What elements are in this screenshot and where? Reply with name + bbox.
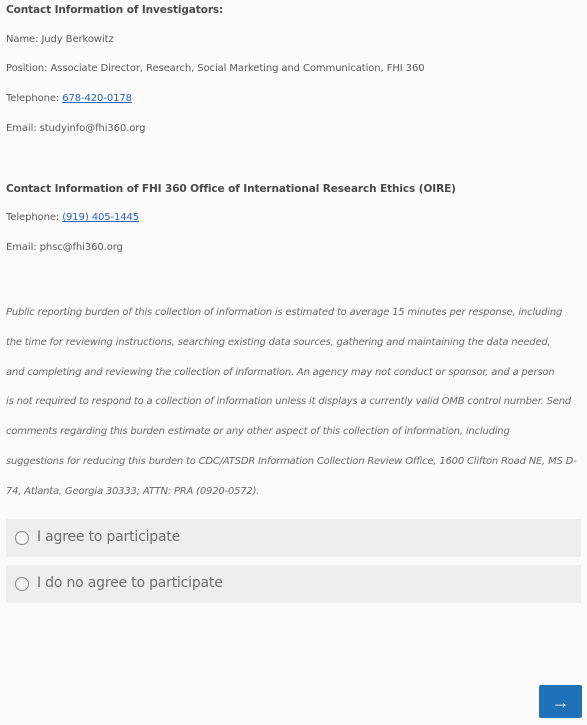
investigator-name [6,34,114,45]
investigator-position [6,63,424,74]
oire-telephone [6,212,139,223]
disagree-option-label: I do no agree to participate [37,575,223,591]
agree-option[interactable] [6,519,581,557]
email-label: Email: [6,123,40,134]
investigators-heading: Contact Information of Investigators: [6,4,224,16]
telephone-label: Telephone: [6,93,63,104]
oire-email [6,242,123,253]
burden-line: and completing and reviewing the collection of information. An agency may not conduct or sponsor, and a person [6,366,555,378]
burden-line: 74, Atlanta, Georgia 30333; ATTN: PRA (0920-0572). [6,485,260,497]
email-value: studyinfo@fhi360.org [39,123,146,134]
burden-line: the time for reviewing instructions, searching existing data sources, gathering and maintaining the data needed, [6,336,551,348]
position-value: Associate Director, Research, Social Marketing and Communication, FHI 360 [50,63,425,74]
oire-email-value: phsc@fhi360.org [39,242,123,253]
oire-email-label: Email: [6,242,40,253]
burden-line: suggestions for reducing this burden to CDC/ATSDR Information Collection Review Office, 1600 Clifton Road NE, MS D- [6,455,577,467]
investigator-email [6,123,145,134]
oire-telephone-label: Telephone: [6,212,63,223]
burden-line: Public reporting burden of this collection of information is estimated to average 15 minutes per response, including [6,307,563,318]
investigator-phone-link[interactable]: 678-420-0178 [62,93,132,104]
name-label: Name: [6,34,42,45]
oire-heading: Contact Information of FHI 360 Office of International Research Ethics (OIRE) [6,183,456,195]
position-label: Position: [6,63,51,74]
oire-phone-link[interactable]: (919) 405-1445 [62,212,140,223]
investigator-telephone [6,93,132,104]
agree-radio-icon[interactable] [15,531,29,545]
burden-line: is not required to respond to a collection of information unless it displays a currently valid OMB control number. Send [6,396,572,408]
next-button[interactable]: → [539,685,582,718]
disagree-radio-icon[interactable] [15,577,29,591]
burden-line: comments regarding this burden estimate or any other aspect of this collection of information, including [6,426,510,438]
disagree-option[interactable] [6,565,581,603]
burden-statement [6,298,581,507]
name-value: Judy Berkowitz [41,34,114,45]
agree-option-label: I agree to participate [37,529,181,545]
